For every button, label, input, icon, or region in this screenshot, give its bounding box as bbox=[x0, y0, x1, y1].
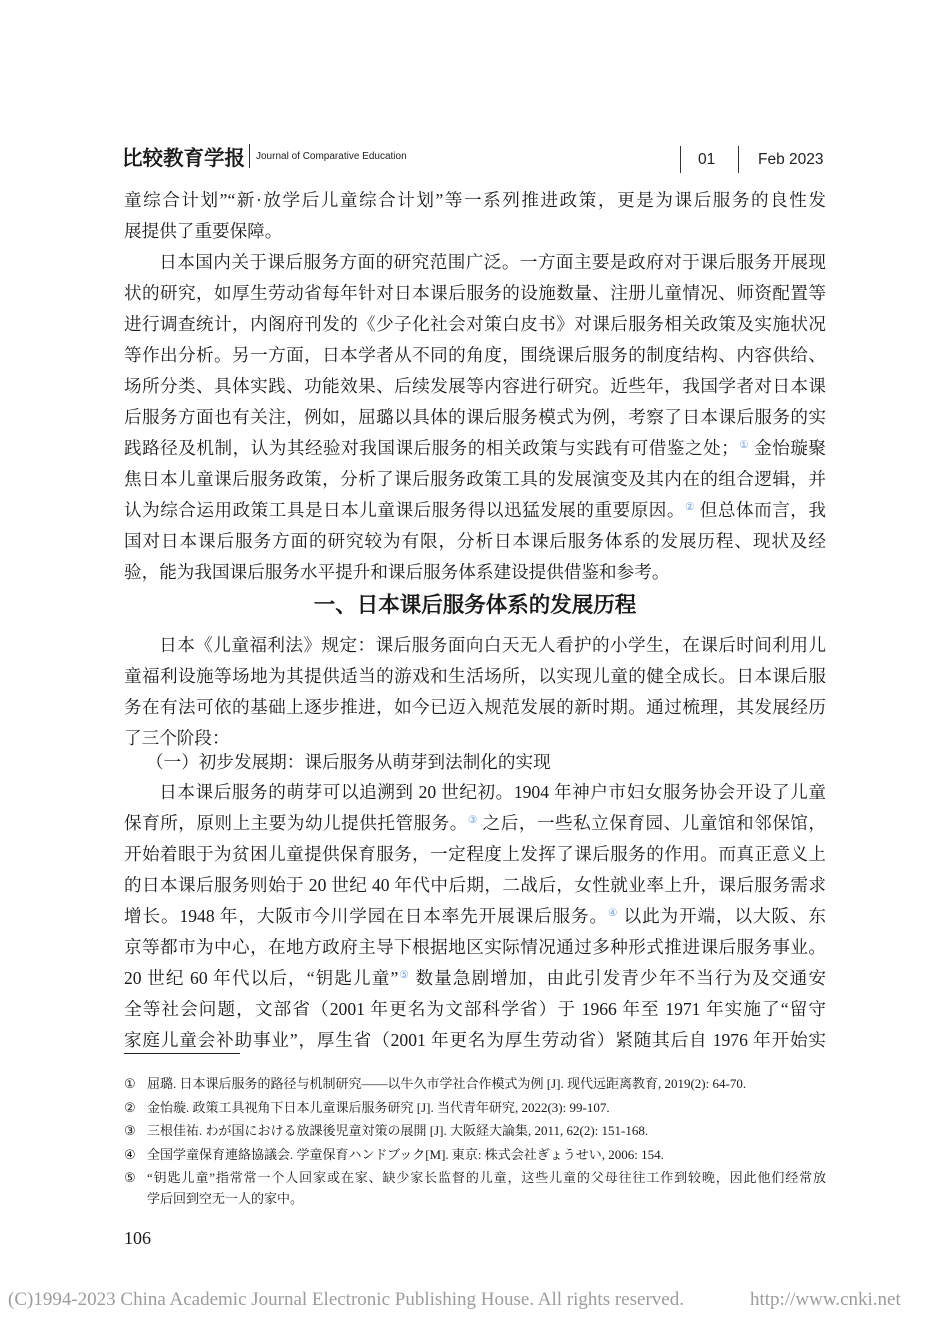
journal-logo: 比较教育学报 bbox=[122, 146, 245, 170]
footnote-text bbox=[147, 1120, 826, 1141]
text-segment: 数量急剧增加，由此引发青少年不当行为及交通安 bbox=[409, 968, 826, 988]
body-line: 开始着眼于为贫困儿童提供保育服务，一定程度上发挥了课后服务的作用。而真正意义上 bbox=[124, 844, 826, 864]
footnote-ref[interactable]: ③ bbox=[467, 815, 478, 826]
text-segment: 以此为开端，以大阪、东 bbox=[618, 906, 826, 926]
text-segment: 践路径及机制，认为其经验对我国课后服务的相关政策与实践有可借鉴之处； bbox=[124, 438, 739, 458]
body-line: 日本课后服务的萌芽可以追溯到 20 世纪初。1904 年神户市妇女服务协会开设了儿童 bbox=[159, 782, 826, 802]
text-segment: 20 世纪 60 年代以后，“钥匙儿童” bbox=[124, 968, 399, 988]
body-line: 国对日本课后服务方面的研究较为有限，分析日本课后服务体系的发展历程、现状及经 bbox=[124, 531, 826, 551]
body-line: 场所分类、具体实践、功能效果、后续发展等内容进行研究。近些年，我国学者对日本课 bbox=[124, 376, 826, 396]
text-segment: 金怡璇聚 bbox=[749, 438, 826, 458]
footnote-line: 三根佳祐. わが国における放課後児童対策の展開 [J]. 大阪経大論集, 2011, 62(2): 151-168. bbox=[147, 1123, 649, 1138]
body-section-intro bbox=[124, 185, 826, 588]
footnote-item bbox=[124, 1144, 826, 1165]
body-line bbox=[124, 963, 826, 994]
body-line bbox=[124, 433, 826, 464]
footnote-marker: ② bbox=[124, 1099, 136, 1115]
footnote-text bbox=[147, 1167, 826, 1209]
footnote-line: 屈璐. 日本课后服务的路径与机制研究——以牛久市学社合作模式为例 [J]. 现代远距离教育, 2019(2): 64-70. bbox=[147, 1076, 747, 1091]
body-line: 家庭儿童会补助事业”，厚生省（2001 年更名为厚生劳动省）紧随其后自 1976 年开始实 bbox=[124, 1030, 826, 1050]
header-divider bbox=[680, 146, 681, 173]
footnote-marker: ① bbox=[124, 1076, 136, 1091]
footnote-line: 金怡璇. 政策工具视角下日本儿童课后服务研究 [J]. 当代青年研究, 2022(3): 99-107. bbox=[147, 1099, 610, 1115]
body-line: 童综合计划”“新·放学后儿童综合计划”等一系列推进政策，更是为课后服务的良性发 bbox=[124, 190, 826, 210]
footnote-text bbox=[147, 1144, 826, 1165]
body-line: 全等社会问题，文部省（2001 年更名为文部科学省）于 1966 年至 1971 年实施了“留守 bbox=[124, 999, 826, 1019]
footnote-marker: ③ bbox=[124, 1123, 136, 1138]
subsection-heading: （一）初步发展期：课后服务从萌芽到法制化的实现 bbox=[146, 753, 551, 773]
body-line bbox=[124, 495, 826, 526]
body-line: 后服务方面也有关注，例如，屈璐以具体的课后服务模式为例，考察了日本课后服务的实 bbox=[124, 407, 826, 427]
body-line: 日本《儿童福利法》规定：课后服务面向白天无人看护的小学生，在课后时间利用儿 bbox=[159, 635, 826, 655]
body-line: 进行调查统计，内阁府刊发的《少子化社会对策白皮书》对课后服务相关政策及实施状况 bbox=[124, 314, 826, 334]
issue-date: Feb 2023 bbox=[758, 151, 824, 168]
body-line: 焦日本儿童课后服务政策，分析了课后服务政策工具的发展演变及其内在的组合逻辑，并 bbox=[124, 469, 826, 489]
body-line bbox=[124, 808, 826, 839]
footnote-item bbox=[124, 1097, 826, 1118]
body-line: 状的研究，如厚生劳动省每年针对日本课后服务的设施数量、注册儿童情况、师资配置等 bbox=[124, 283, 826, 303]
body-line: 了三个阶段： bbox=[124, 728, 230, 748]
body-line: 日本国内关于课后服务方面的研究范围广泛。一方面主要是政府对于课后服务开展现 bbox=[159, 252, 826, 272]
header-divider bbox=[249, 144, 250, 168]
footnote-text bbox=[147, 1073, 826, 1094]
footnote-marker: ⑤ bbox=[124, 1170, 136, 1185]
text-segment: 保育所，原则上主要为幼儿提供托管服务。 bbox=[124, 813, 468, 833]
text-segment: 增长。1948 年，大阪市今川学园在日本率先开展课后服务。 bbox=[124, 906, 608, 926]
text-segment: 但总体而言，我 bbox=[694, 500, 826, 520]
text-segment: 认为综合运用政策工具是日本儿童课后服务得以迅猛发展的重要原因。 bbox=[124, 500, 685, 520]
body-line: 展提供了重要保障。 bbox=[124, 221, 283, 241]
section-heading: 一、日本课后服务体系的发展历程 bbox=[313, 593, 637, 617]
body-line bbox=[124, 901, 826, 932]
footnote-text bbox=[147, 1097, 826, 1118]
cnki-url-watermark: http://www.cnki.net bbox=[750, 1289, 901, 1310]
paragraph bbox=[124, 247, 826, 588]
body-line: 等作出分析。另一方面，日本学者从不同的角度，围绕课后服务的制度结构、内容供给、 bbox=[124, 345, 826, 365]
body-subsection-one bbox=[124, 777, 826, 1056]
footnote-line: 学后回到空无一人的家中。 bbox=[147, 1191, 304, 1206]
footnote-ref[interactable]: ② bbox=[684, 502, 695, 513]
page-number: 106 bbox=[124, 1228, 151, 1248]
footnote-item bbox=[124, 1120, 826, 1141]
footnotes bbox=[124, 1073, 826, 1212]
issue-number: 01 bbox=[698, 151, 716, 168]
footnote-ref[interactable]: ⑤ bbox=[398, 970, 410, 981]
body-line: 京等都市为中心，在地方政府主导下根据地区实际情况通过多种形式推进课后服务事业。 bbox=[124, 937, 826, 957]
body-section-one bbox=[124, 630, 826, 754]
text-segment: 之后，一些私立保育园、儿童馆和邻保馆， bbox=[477, 813, 826, 833]
paragraph bbox=[124, 185, 826, 247]
paragraph bbox=[124, 630, 826, 754]
body-line: 的日本课后服务则始于 20 世纪 40 年代中后期，二战后，女性就业率上升，课后服务需求 bbox=[124, 875, 826, 895]
footnote-ref[interactable]: ① bbox=[738, 440, 750, 451]
footnote-item bbox=[124, 1073, 826, 1094]
footnote-rule bbox=[124, 1053, 240, 1054]
footnote-marker: ④ bbox=[124, 1146, 136, 1162]
body-line: 验，能为我国课后服务水平提升和课后服务体系建设提供借鉴和参考。 bbox=[124, 562, 670, 582]
copyright-watermark: (C)1994-2023 China Academic Journal Electronic Publishing House. All rights reserved. bbox=[8, 1289, 684, 1310]
footnote-line: 全国学童保育連絡協議会. 学童保育ハンドブック[M]. 東京: 株式会社ぎょうせい, 2006: 154. bbox=[147, 1146, 664, 1162]
body-line: 童福利设施等场地为其提供适当的游戏和生活场所，以实现儿童的健全成长。日本课后服 bbox=[124, 666, 826, 686]
paragraph bbox=[124, 777, 826, 1056]
journal-english-name: Journal of Comparative Education bbox=[256, 151, 407, 162]
header-divider bbox=[738, 146, 739, 173]
footnote-ref[interactable]: ④ bbox=[608, 908, 619, 919]
body-line: 务在有法可依的基础上逐步推进，如今已迈入规范发展的新时期。通过梳理，其发展经历 bbox=[124, 697, 826, 717]
footnote-line: “钥匙儿童”指常常一个人回家或在家、缺少家长监督的儿童，这些儿童的父母往往工作到较晚，因此他们经常放 bbox=[147, 1170, 826, 1185]
footnote-item bbox=[124, 1167, 826, 1209]
